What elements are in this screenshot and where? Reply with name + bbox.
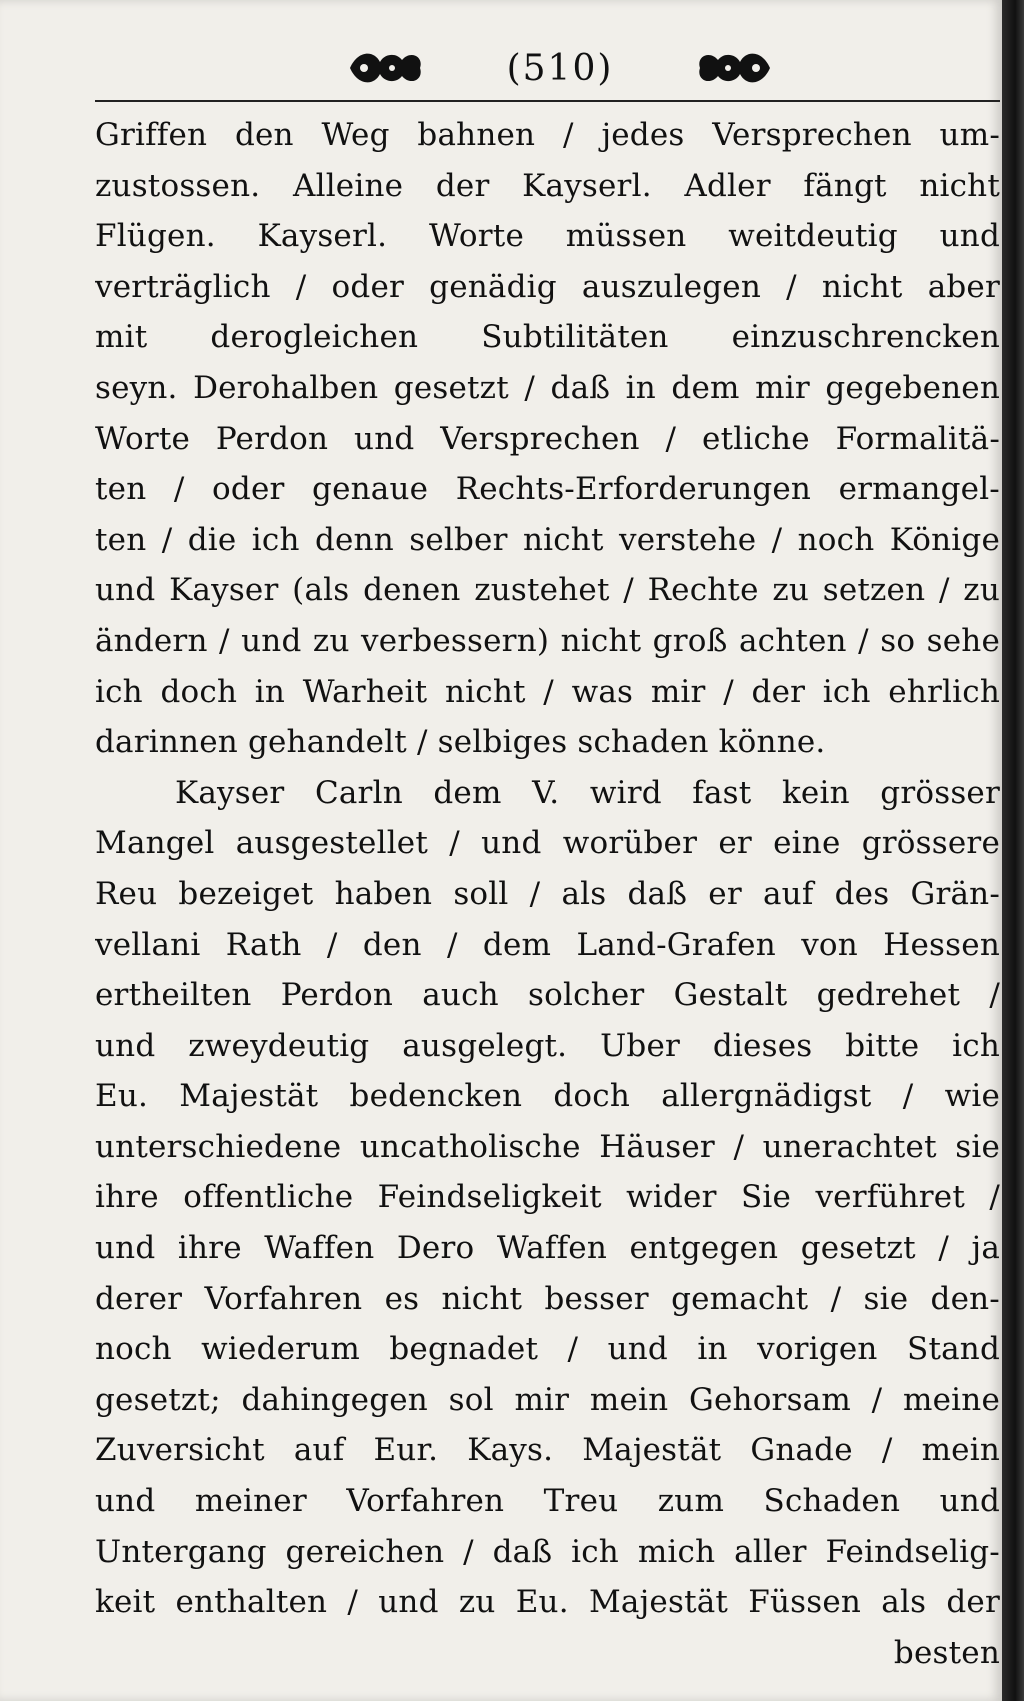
book-spine-shadow (1002, 0, 1024, 1701)
text-line: derer Vorfahren es nicht besser gemacht / sie den- (95, 1280, 1000, 1317)
text-line: ertheilten Perdon auch solcher Gestalt gedrehet / (95, 977, 1000, 1014)
page-header (340, 38, 780, 98)
text-line: vellani Rath / den / dem Land-Grafen von Hessen (95, 926, 1000, 963)
text-line: ändern / und zu verbessern) nicht groß achten / so sehe (95, 622, 1000, 659)
text-line: Eu. Majestät bedencken doch allergnädigst / wie (95, 1078, 1000, 1115)
text-line: gesetzt; dahingegen sol mir mein Gehorsam / meine (95, 1381, 1000, 1418)
fleuron-left-icon (340, 46, 430, 90)
text-line: zustossen. Alleine der Kayserl. Adler fängt nicht (95, 167, 1000, 204)
text-line: Zuversicht auf Eur. Kays. Majestät Gnade / mein (95, 1432, 1000, 1469)
text-line: ihre offentliche Feindseligkeit wider Sie verführet / (95, 1179, 1000, 1216)
text-line: Kayser Carln dem V. wird fast kein grösser (175, 774, 1000, 811)
text-line: und zweydeutig ausgelegt. Uber dieses bitte ich (95, 1027, 1000, 1064)
text-line: keit enthalten / und zu Eu. Majestät Füssen als der (95, 1584, 1000, 1621)
text-line: ten / die ich denn selber nicht verstehe / noch Könige (95, 521, 1000, 558)
text-line: Reu bezeiget haben soll / als daß er auf des Grän- (95, 875, 1000, 912)
text-line: unterschiedene uncatholische Häuser / unerachtet sie (95, 1128, 1000, 1165)
text-line: Mangel ausgestellet / und worüber er eine grössere (95, 825, 1000, 862)
text-line: und Kayser (als denen zustehet / Rechte zu setzen / zu (95, 572, 1000, 609)
text-line: seyn. Derohalben gesetzt / daß in dem mir gegebenen (95, 369, 1000, 406)
text-line: verträglich / oder genädig auszulegen / nicht aber (95, 268, 1000, 305)
catchword: besten (893, 1634, 1000, 1671)
text-line: ten / oder genaue Rechts-Erforderungen ermangel- (95, 471, 1000, 508)
text-line: und meiner Vorfahren Treu zum Schaden und (95, 1483, 1000, 1520)
text-line: und ihre Waffen Dero Waffen entgegen gesetzt / ja (95, 1230, 1000, 1267)
header-rule (95, 100, 1000, 102)
text-line: Flügen. Kayserl. Worte müssen weitdeutig und (95, 218, 1000, 255)
page-number: (510) (506, 47, 614, 89)
fleuron-right-icon (690, 46, 780, 90)
text-line: mit derogleichen Subtilitäten einzuschrencken (95, 319, 1000, 356)
text-line: ich doch in Warheit nicht / was mir / der ich ehrlich (95, 673, 1000, 710)
body-text (95, 110, 1000, 1678)
text-line: Untergang gereichen / daß ich mich aller Feindselig- (95, 1533, 1000, 1570)
text-line: Griffen den Weg bahnen / jedes Versprechen um- (95, 117, 1000, 153)
text-line: darinnen gehandelt / selbiges schaden könne. (95, 724, 826, 761)
text-line: noch wiederum begnadet / und in vorigen Stand (95, 1331, 1000, 1368)
text-line: Worte Perdon und Versprechen / etliche Formalitä- (95, 420, 1000, 457)
